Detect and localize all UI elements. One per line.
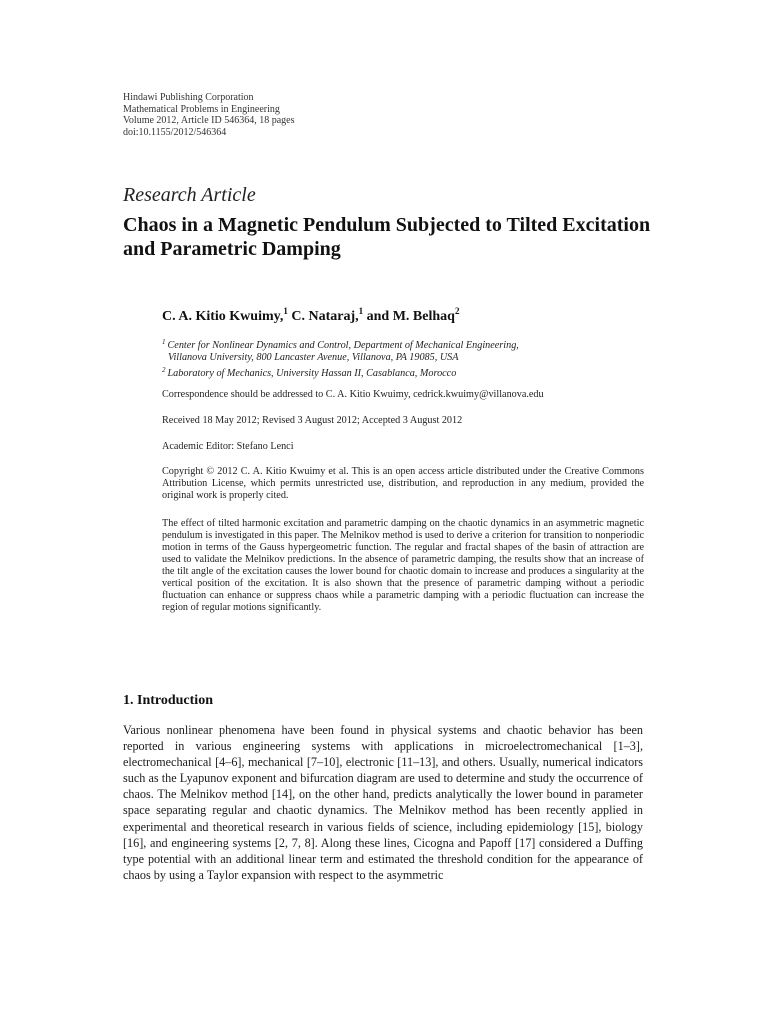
author-name: and M. Belhaq: [366, 309, 455, 324]
affiliation-mark: 1: [162, 338, 166, 346]
author-list: [162, 306, 459, 325]
introduction-paragraph: Various nonlinear phenomena have been found in physical systems and chaotic behavior has been reported in various engineering systems with applications in microelectromechanical [1–3], electromechanical [4–6], mechanical [7–10], electronic [11–13], and others. Usually, numerical indicators such as the Lyapunov exponent and bifurcation diagram are used to determine and study the occurrence of chaos. The Melnikov method [14], on the other hand, predicts analytically the lower bound in parameter space separating regular and chaotic dynamics. The Melnikov method has been recently applied in experimental and theoretical research in various fields of science, including epidemiology [15], biology [16], and engineering systems [2, 7, 8]. Along these lines, Cicogna and Papoff [17] considered a Duffing type potential with an additional linear term and estimated the threshold condition for the appearance of chaos by using a Taylor expansion with respect to the asymmetric: [123, 723, 643, 882]
submission-dates: Received 18 May 2012; Revised 3 August 2012; Accepted 3 August 2012: [162, 415, 463, 426]
author-affiliation-mark: 1: [283, 306, 288, 316]
author-affiliation-mark: 1: [358, 306, 364, 316]
correspondence-note: Correspondence should be addressed to C. A. Kitio Kwuimy, cedrick.kwuimy@villanova.edu: [162, 389, 544, 400]
abstract: The effect of tilted harmonic excitation and parametric damping on the chaotic dynamics in an asymmetric magnetic pendulum is investigated in this paper. The Melnikov method is used to derive a criterion for transition to nonperiodic motion in terms of the Gauss hypergeometric function. The regular and fractal shapes of the basin of attraction are used to validate the Melnikov predictions. In the absence of parametric damping, the results show that an increase of the tilt angle of the excitation causes the lower bound for chaotic domain to increase and produces a singularity at the vertical position of the excitation. It is also shown that the presence of parametric damping without a periodic fluctuation can enhance or suppress chaos while a parametric damping with a periodic fluctuation can increase the region of regular motions significantly.: [162, 518, 644, 613]
copyright-notice: Copyright © 2012 C. A. Kitio Kwuimy et al. This is an open access article distributed under the Creative Commons Attribution License, which permits unrestricted use, distribution, and reproduction in any medium, provided the original work is properly cited.: [162, 466, 644, 501]
author-name: C. Nataraj,: [291, 309, 359, 324]
affiliation-item: [162, 364, 642, 380]
paper-title: Chaos in a Magnetic Pendulum Subjected to Tilted Excitation and Parametric Damping: [123, 214, 651, 260]
volume-line: Volume 2012, Article ID 546364, 18 pages: [123, 115, 295, 127]
affiliation-text: Center for Nonlinear Dynamics and Control, Department of Mechanical Engineering,: [167, 340, 519, 351]
section-heading: 1. Introduction: [123, 693, 213, 708]
publisher-line: Hindawi Publishing Corporation: [123, 92, 254, 103]
affiliation-item: [162, 336, 642, 352]
academic-editor: Academic Editor: Stefano Lenci: [162, 441, 294, 452]
article-type: Research Article: [123, 184, 256, 206]
author-name: C. A. Kitio Kwuimy,: [162, 309, 284, 324]
doi-line: doi:10.1155/2012/546364: [123, 126, 227, 138]
affiliation-mark: 2: [162, 366, 166, 374]
author-affiliation-mark: 2: [454, 306, 460, 316]
affiliation-text: Laboratory of Mechanics, University Hassan II, Casablanca, Morocco: [167, 368, 457, 379]
journal-line: Mathematical Problems in Engineering: [123, 103, 280, 115]
affiliations: [162, 336, 642, 380]
journal-header: [123, 92, 294, 138]
affiliation-text-continued: Villanova University, 800 Lancaster Avenue, Villanova, PA 19085, USA: [168, 352, 459, 363]
